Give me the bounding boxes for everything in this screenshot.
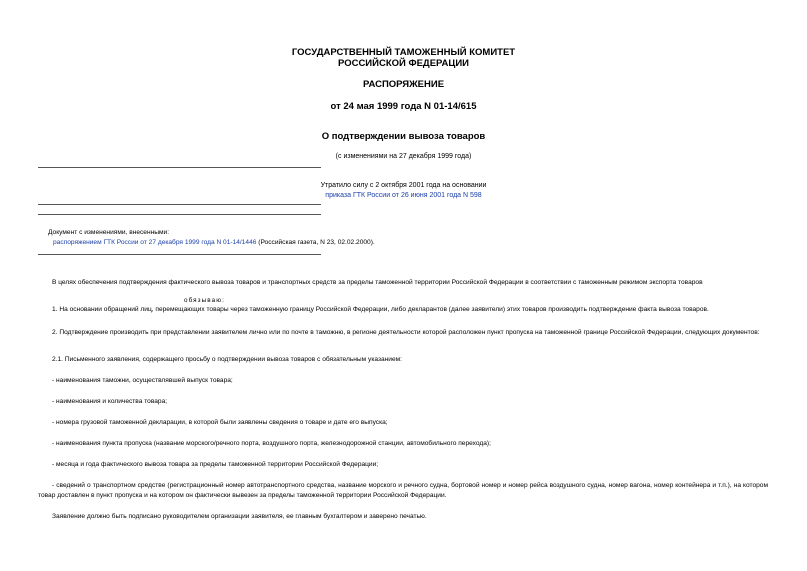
paragraph-2: 2. Подтверждение производить при представлении заявителем лично или по почте в таможню, в регионе деятельности которой расположен пункт пропуска на таможенной границе Российской Федерации, следующих документов: xyxy=(52,329,760,336)
list-item: - месяца и года фактического вывоза товара за пределы таможенной территории Российской Федерации; xyxy=(52,461,379,468)
list-item: - наименования и количества товара; xyxy=(52,398,168,405)
list-item: - наименования таможни, осуществлявшей выпуск товара; xyxy=(52,377,233,384)
preamble-paragraph: В целях обеспечения подтверждения фактического вывоза товаров и транспортных средств за пределы таможенной территории Российской Федерации в соответствии с таможенным режимом экспорта товаров xyxy=(52,279,703,286)
amendments-note: (с изменениями на 27 декабря 1999 года) xyxy=(335,153,472,160)
document-date-number: от 24 мая 1999 года N 01-14/615 xyxy=(330,101,477,112)
expired-note: Утратило силу с 2 октября 2001 года на основании xyxy=(320,182,487,189)
list-item: - номера грузовой таможенной декларации, в которой были заявлены сведения о товаре и дате его выпуска; xyxy=(52,419,388,426)
org-name-line2: РОССИЙСКОЙ ФЕДЕРАЦИИ xyxy=(337,58,469,69)
changes-source: (Российская газета, N 23, 02.02.2000). xyxy=(256,239,375,246)
list-item: - наименования пункта пропуска (название морского/речного порта, воздушного порта, железнодорожной станции, автомобильного перехода); xyxy=(52,440,491,447)
expired-order-link[interactable]: приказа ГТК России от 26 июня 2001 года N 598 xyxy=(325,192,482,199)
obligate-word: обязываю: xyxy=(184,297,225,304)
org-name-line1: ГОСУДАРСТВЕННЫЙ ТАМОЖЕННЫЙ КОМИТЕТ xyxy=(291,47,516,58)
changes-line xyxy=(53,238,753,248)
divider xyxy=(38,204,321,205)
changes-order-link[interactable]: распоряжением ГТК России от 27 декабря 1999 года N 01-14/1446 xyxy=(53,239,257,246)
paragraph-2-1: 2.1. Письменного заявления, содержащего просьбу о подтверждении вывоза товаров с обязательным указанием: xyxy=(52,356,402,363)
divider xyxy=(38,254,321,255)
divider xyxy=(38,214,321,215)
document-subject: О подтверждении вывоза товаров xyxy=(321,131,486,142)
expired-link-line xyxy=(0,191,807,200)
changes-intro: Документ с изменениями, внесенными: xyxy=(48,229,170,236)
paragraph-1: 1. На основании обращений лиц, перемещающих товары через таможенную границу Российской Федерации, либо декларантов (далее заявители) этих товаров производить подтверждение факта вывоза товаров. xyxy=(52,306,709,313)
list-item: - сведений о транспортном средстве (регистрационный номер автотранспортного средства, название морского и речного судна, бортовой номер и номер рейса воздушного судна, номер вагона, номер контейнера и т.п.), на котором товар доставлен в пункт пропуска и на котором он фактически вывезен за пределы таможенной территории Российской Федерации. xyxy=(38,482,768,499)
signature-requirement: Заявление должно быть подписано руководителем организации заявителя, ее главным бухгалтером и заверено печатью. xyxy=(52,513,427,520)
divider xyxy=(38,167,321,168)
document-type: РАСПОРЯЖЕНИЕ xyxy=(362,79,445,90)
